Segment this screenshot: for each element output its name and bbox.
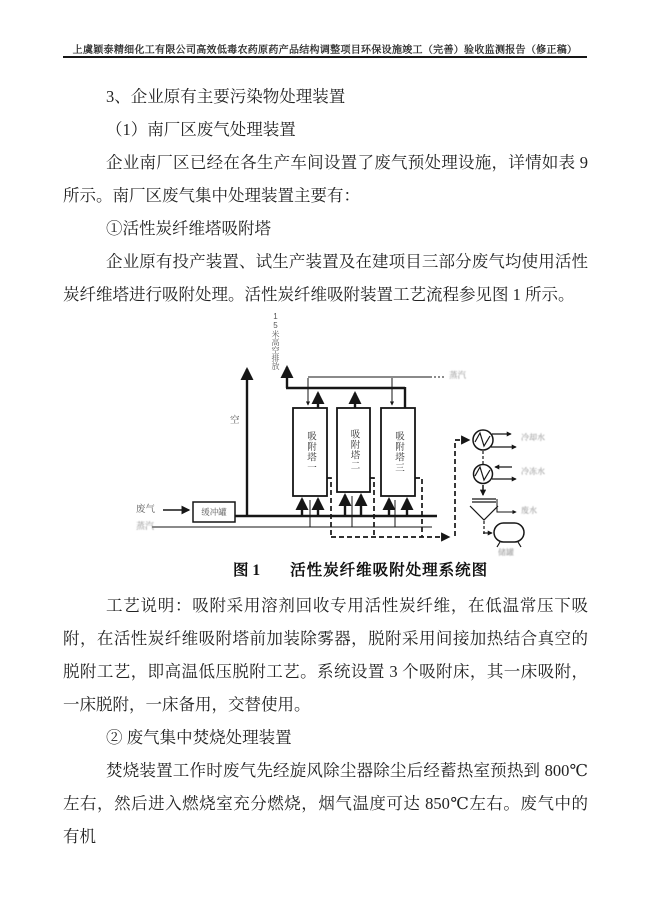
page-header-title: 上虞颖泰精细化工有限公司高效低毒农药原药产品结构调整项目环保设施竣工（完善）验收监测报告（修正稿） xyxy=(72,45,578,56)
figure-caption xyxy=(63,556,588,586)
solvent-tank-label: 储罐 xyxy=(498,548,514,557)
figure-number: 图 1 xyxy=(233,562,261,579)
paragraph-pretreatment: 企业南厂区已经在各生产车间设置了废气预处理设施，详情如表 9 所示。南厂区废气集中处理装置主要有： xyxy=(63,153,588,205)
stack-discharge-label: 15米高空排放 xyxy=(271,312,280,370)
buffer-tank-label: 缓冲罐 xyxy=(201,507,227,517)
paragraph-process-description: 工艺说明：吸附采用溶剂回收专用活性炭纤维，在低温常压下吸附，在活性炭纤维吸附塔前加装除雾器，脱附采用间接加热结合真空的脱附工艺，即高温低压脱附工艺。系统设置 3 个吸附床，其一床吸附，一床脱附，一床备用，交替使用。 xyxy=(63,596,588,714)
header-divider xyxy=(63,56,587,58)
paragraph-section-3: 3、企业原有主要污染物处理装置 xyxy=(106,87,346,106)
steam-bottom-label: 蒸汽 xyxy=(136,521,155,531)
tower2-label: 吸附塔二 xyxy=(348,429,359,471)
body-text-top xyxy=(63,80,588,311)
separator-water-out xyxy=(497,499,516,512)
paragraph-incineration-detail: 焚烧装置工作时废气先经旋风除尘器除尘后经蓄热室预热到 800℃左右，然后进入燃烧室充分燃烧，烟气温度可达 850℃左右。废气中的有机 xyxy=(63,761,588,846)
wastewater-label: 废水 xyxy=(521,506,537,515)
recovery-train xyxy=(470,430,524,547)
paragraph-acf-tower-heading: ①活性炭纤维塔吸附塔 xyxy=(106,219,271,238)
tower3-vapor-line xyxy=(415,478,422,537)
chilled-water-label: 冷冻水 xyxy=(521,467,545,476)
paragraph-subsection-1: （1）南厂区废气处理装置 xyxy=(106,120,296,139)
steam-top-label: 蒸汽 xyxy=(449,370,467,380)
tower1-label: 吸附塔一 xyxy=(305,431,315,473)
separator-plates xyxy=(472,499,496,502)
separator-funnel xyxy=(470,506,498,520)
waste-gas-label: 废气 xyxy=(136,504,156,515)
paragraph-incineration-heading: ② 废气集中焚烧处理装置 xyxy=(106,728,292,747)
vent-label: 空 xyxy=(230,415,240,426)
figure-title: 活性炭纤维吸附处理系统图 xyxy=(290,562,489,579)
solvent-tank-vessel xyxy=(494,523,524,542)
cooling-water-label: 冷却水 xyxy=(521,433,545,442)
paragraph-acf-usage: 企业原有投产装置、试生产装置及在建项目三部分废气均使用活性炭纤维塔进行吸附处理。活性炭纤维吸附装置工艺流程参见图 1 所示。 xyxy=(63,252,588,304)
body-text-bottom xyxy=(63,589,588,853)
tower3-label: 吸附塔三 xyxy=(393,431,403,473)
